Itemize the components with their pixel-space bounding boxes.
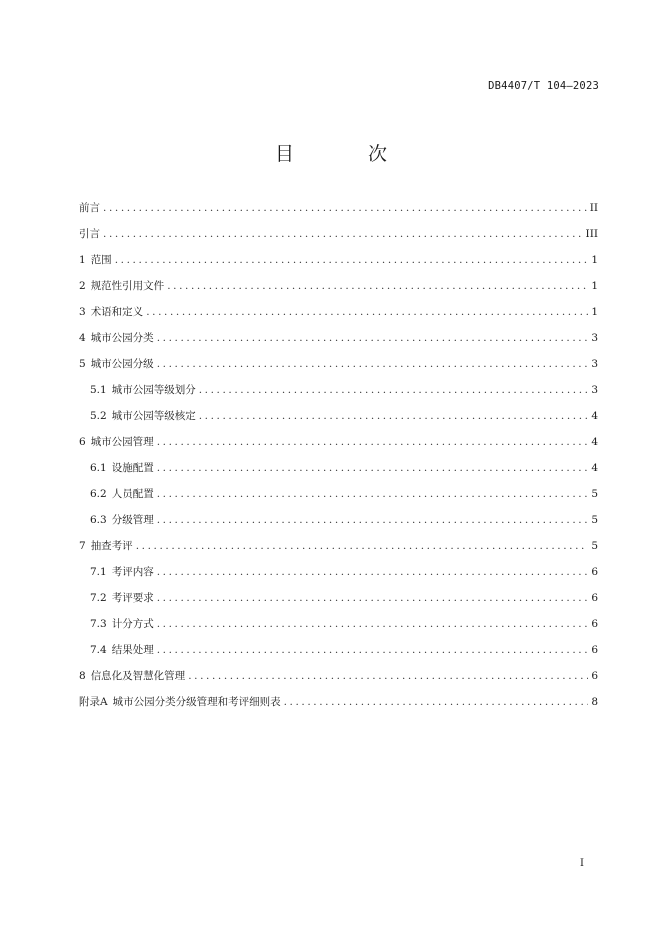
toc-entry[interactable] [79,199,598,225]
toc-entry[interactable] [79,537,598,563]
toc-entry-label: 计分方式 [111,618,154,630]
toc-dot-leader [157,433,589,451]
toc-dot-leader [199,381,589,399]
toc-entry-label: 结果处理 [111,644,154,656]
toc-entry-number: 7.3 [90,618,107,630]
toc-entry-number: 5.2 [90,410,107,422]
toc-entry-page: 5 [591,488,598,500]
toc-entry-label: 考评要求 [111,592,154,604]
toc-entry-page: II [589,202,598,214]
toc-entry-label: 城市公园等级核定 [111,410,196,422]
toc-entry-page: 6 [591,670,598,682]
toc-entry-label: 设施配置 [111,462,154,474]
toc-entry-page: 1 [591,306,598,318]
toc-entry-number: 5 [79,358,86,370]
toc-entry[interactable] [79,667,598,693]
toc-entry-number: 4 [79,332,86,344]
toc-entry[interactable] [79,225,598,251]
toc-dot-leader [157,459,589,477]
toc-entry-number: 6.2 [90,488,107,500]
toc-entry-page: 6 [591,618,598,630]
toc-entry-number: 8 [79,670,86,682]
toc-entry-number: 6 [79,436,86,448]
toc-entry-label: 引言 [79,228,100,240]
toc-dot-leader [136,537,589,555]
page-number: I [580,858,584,869]
toc-dot-leader [157,511,589,529]
toc-entry[interactable] [79,641,598,667]
toc-entry-page: III [585,228,598,240]
toc-dot-leader [157,589,589,607]
toc-entry[interactable] [79,407,598,433]
toc-entry[interactable] [79,355,598,381]
toc-entry-page: 1 [591,254,598,266]
toc-entry-label: 城市公园分类分级管理和考评细则表 [112,696,281,708]
toc-entry-number: 1 [79,254,86,266]
toc-dot-leader [284,693,589,711]
toc-entry-page: 3 [591,332,598,344]
toc-entry-label: 规范性引用文件 [90,280,165,292]
toc-dot-leader [157,329,589,347]
toc-dot-leader [157,563,589,581]
toc-entry-label: 城市公园等级划分 [111,384,196,396]
toc-entry-label: 信息化及智慧化管理 [90,670,186,682]
toc-entry-number: 6.1 [90,462,107,474]
toc-dot-leader [157,641,589,659]
toc-entry-number: 5.1 [90,384,107,396]
toc-entry-number: 7.4 [90,644,107,656]
toc-entry-label: 城市公园分级 [90,358,154,370]
toc-entry[interactable] [79,433,598,459]
toc-dot-leader [157,615,589,633]
toc-dot-leader [157,355,589,373]
toc-entry-label: 术语和定义 [90,306,144,318]
toc-entry-page: 4 [591,436,598,448]
toc-entry-number: 2 [79,280,86,292]
toc-entry-page: 6 [591,644,598,656]
toc-dot-leader [157,485,589,503]
toc-entry[interactable] [79,277,598,303]
toc-entry-label: 人员配置 [111,488,154,500]
toc-entry[interactable] [79,511,598,537]
toc-dot-leader [103,225,583,243]
toc-dot-leader [146,303,588,321]
toc-entry-label: 城市公园分类 [90,332,154,344]
toc-entry-number: 7 [79,540,86,552]
toc-entry-page: 4 [591,462,598,474]
toc-entry[interactable] [79,329,598,355]
toc-entry[interactable] [79,693,598,719]
toc-entry[interactable] [79,485,598,511]
toc-entry[interactable] [79,381,598,407]
toc-entry-page: 5 [591,514,598,526]
toc-dot-leader [103,199,587,217]
toc-entry[interactable] [79,303,598,329]
toc-entry-page: 6 [591,566,598,578]
toc-entry[interactable] [79,251,598,277]
toc-entry-number: 6.3 [90,514,107,526]
page-title: 目 次 [274,143,422,165]
toc-dot-leader [167,277,588,295]
toc-entry-label: 前言 [79,202,100,214]
toc-dot-leader [115,251,589,269]
toc-entry[interactable] [79,563,598,589]
toc-entry-page: 3 [591,358,598,370]
toc-dot-leader [188,667,588,685]
toc-entry[interactable] [79,615,598,641]
table-of-contents [79,199,598,719]
toc-entry-number: 7.1 [90,566,107,578]
toc-entry-page: 6 [591,592,598,604]
standard-code: DB4407/T 104—2023 [488,80,599,92]
toc-entry-page: 1 [591,280,598,292]
toc-entry-number: 7.2 [90,592,107,604]
toc-entry-number: 附录A [79,696,108,708]
toc-entry-label: 抽查考评 [90,540,133,552]
toc-entry-page: 5 [591,540,598,552]
toc-dot-leader [199,407,589,425]
toc-entry-page: 8 [591,696,598,708]
toc-entry-label: 分级管理 [111,514,154,526]
toc-entry-label: 城市公园管理 [90,436,154,448]
toc-entry-label: 考评内容 [111,566,154,578]
toc-entry-page: 3 [591,384,598,396]
toc-entry[interactable] [79,459,598,485]
toc-entry-label: 范围 [90,254,112,266]
toc-entry-number: 3 [79,306,86,318]
toc-entry[interactable] [79,589,598,615]
toc-entry-page: 4 [591,410,598,422]
